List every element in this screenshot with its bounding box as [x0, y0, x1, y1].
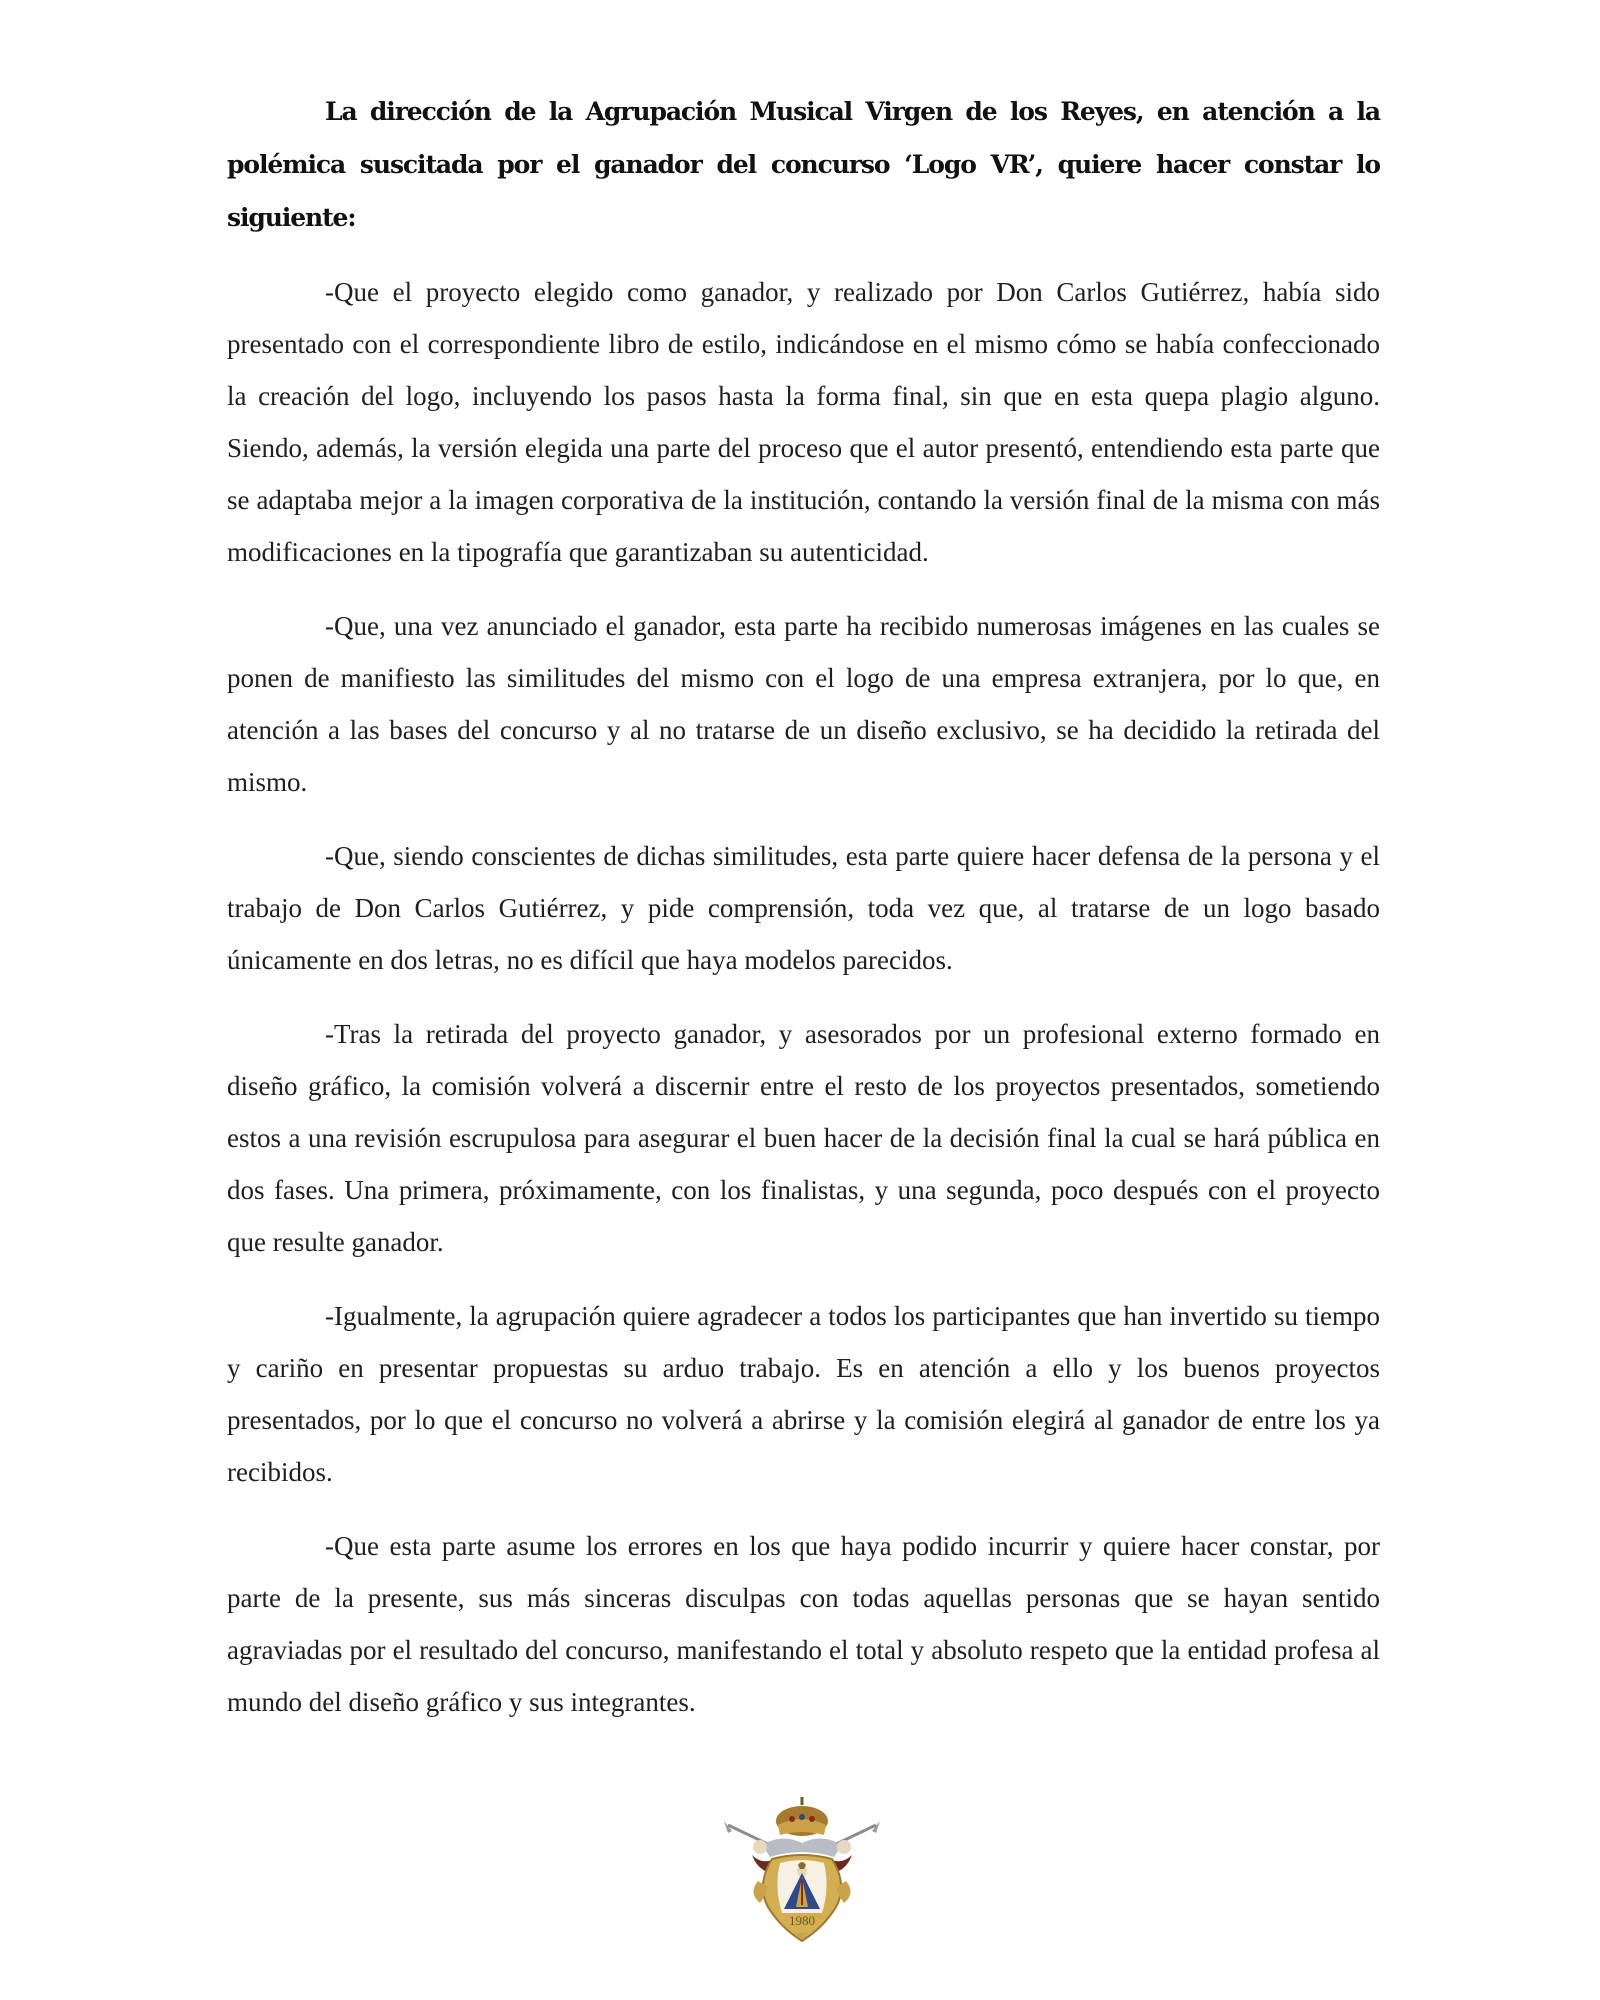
paragraph-4: -Tras la retirada del proyecto ganador, y asesorados por un profesional externo formado en diseño gráfico, la comisión volverá a discernir entre el resto de los proyectos presentados, sometiendo estos a una revisión escrupulosa para asegurar el buen hacer de la decisión final la cual se hará pública en dos fases. Una primera, próximamente, con los finalistas, y una segunda, poco después con el proyecto que resulte ganador. — [227, 1019, 1380, 1257]
statement-document — [227, 85, 1380, 1750]
paragraph-5: -Igualmente, la agrupación quiere agradecer a todos los participantes que han invertido su tiempo y cariño en presentar propuestas su arduo trabajo. Es en atención a ello y los buenos proyectos presentados, por lo que el concurso no volverá a abrirse y la comisión elegirá al ganador de entre los ya recibidos. — [227, 1301, 1380, 1487]
paragraph-2: -Que, una vez anunciado el ganador, esta parte ha recibido numerosas imágenes en las cuales se ponen de manifiesto las similitudes del mismo con el logo de una empresa extranjera, por lo que, en atención a las bases del concurso y al no tratarse de un diseño exclusivo, se ha decidido la retirada del mismo. — [227, 611, 1380, 797]
crest-logo-icon — [722, 1795, 882, 1945]
paragraph-1: -Que el proyecto elegido como ganador, y realizado por Don Carlos Gutiérrez, había sido presentado con el correspondiente libro de estilo, indicándose en el mismo cómo se había confeccionado la creación del logo, incluyendo los pasos hasta la forma final, sin que en esta quepa plagio alguno. Siendo, además, la versión elegida una parte del proceso que el autor presentó, entendiendo esta parte que se adaptaba mejor a la imagen corporativa de la institución, contando la versión final de la misma con más modificaciones en la tipografía que garantizaban su autenticidad. — [227, 277, 1380, 567]
intro-heading: La dirección de la Agrupación Musical Virgen de los Reyes, en atención a la polémica suscitada por el ganador del concurso ‘Logo VR’, quiere hacer constar lo siguiente: — [227, 97, 1380, 232]
paragraph-6: -Que esta parte asume los errores en los que haya podido incurrir y quiere hacer constar, por parte de la presente, sus más sinceras disculpas con todas aquellas personas que se hayan sentido agraviadas por el resultado del concurso, manifestando el total y absoluto respeto que la entidad profesa al mundo del diseño gráfico y sus integrantes. — [227, 1531, 1380, 1717]
paragraph-3: -Que, siendo conscientes de dichas similitudes, esta parte quiere hacer defensa de la persona y el trabajo de Don Carlos Gutiérrez, y pide comprensión, toda vez que, al tratarse de un logo basado únicamente en dos letras, no es difícil que haya modelos parecidos. — [227, 841, 1380, 975]
svg-text:1980: 1980 — [789, 1913, 815, 1928]
